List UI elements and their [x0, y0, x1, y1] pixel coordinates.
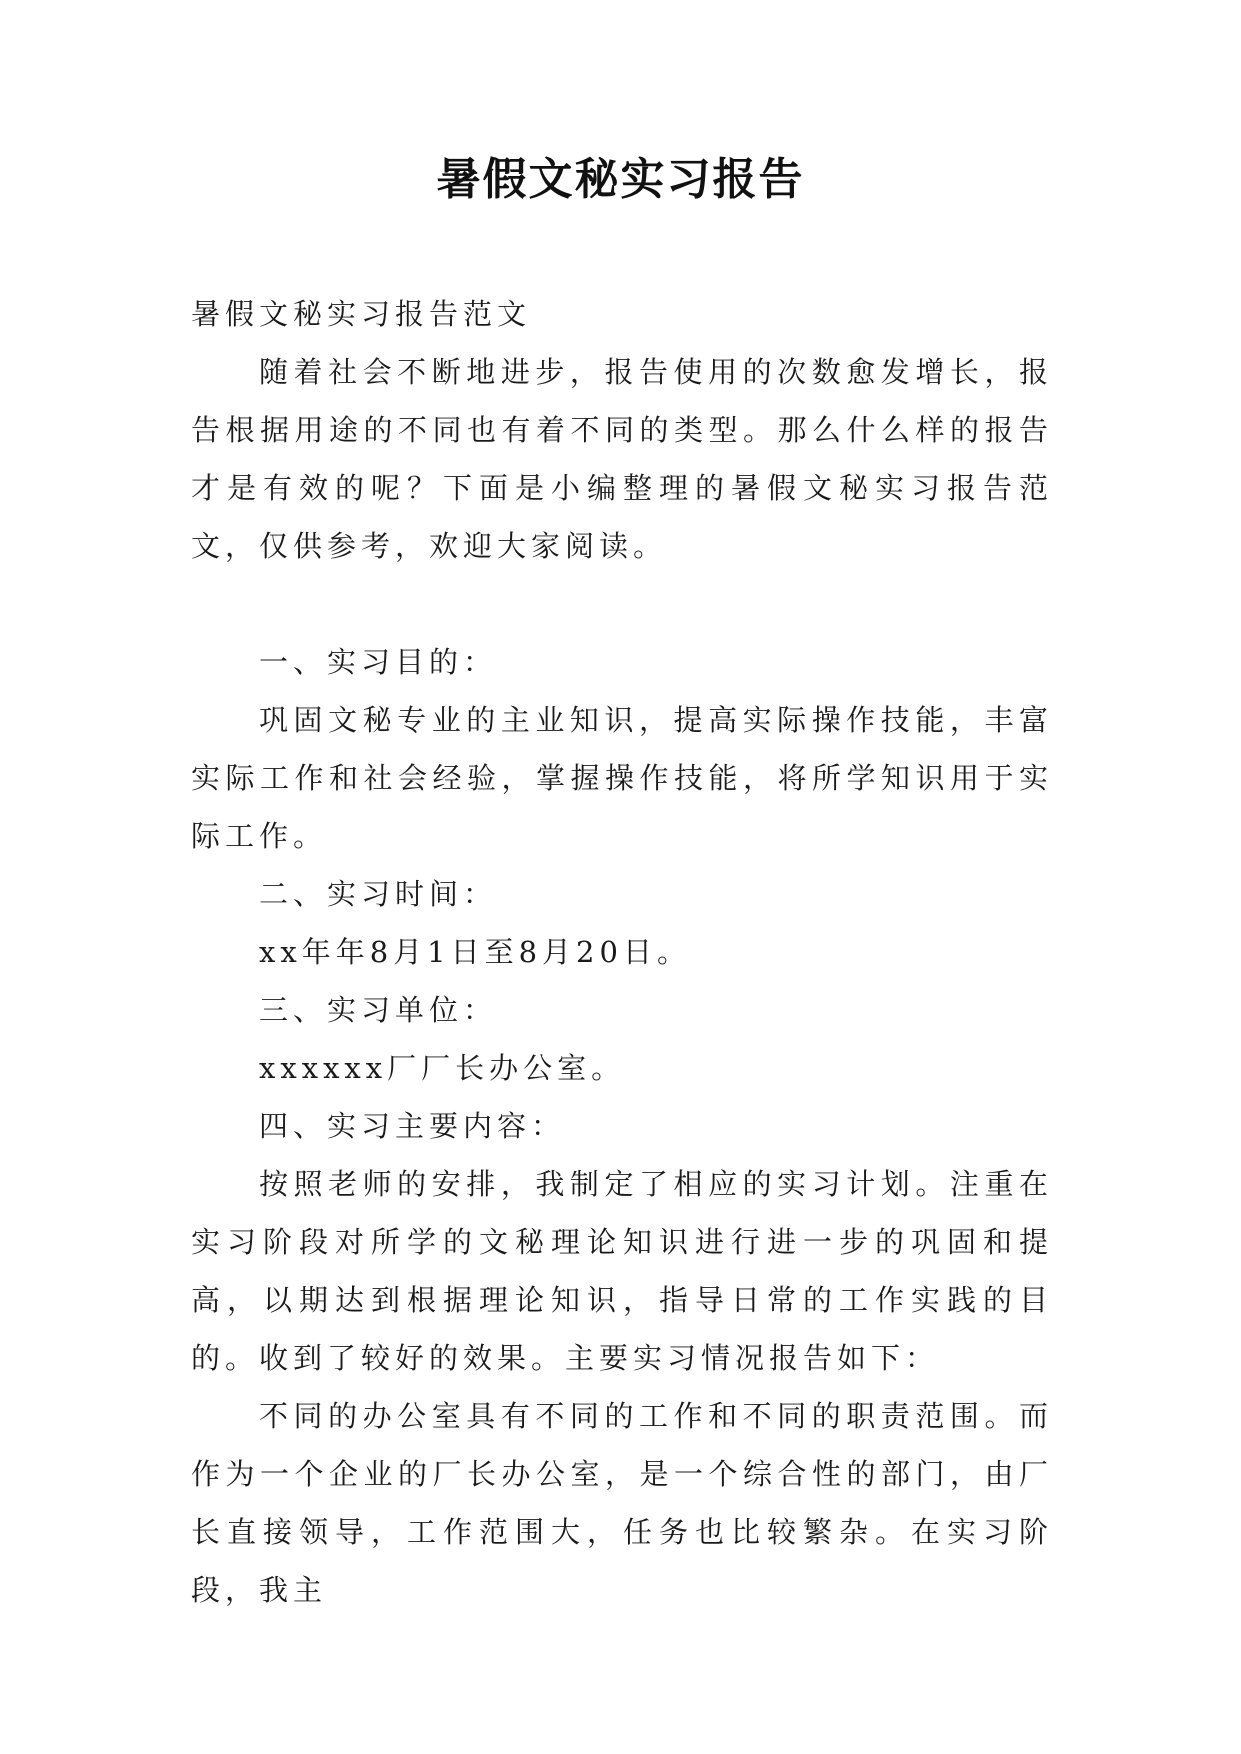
- section-content-paragraph-1: 按照老师的安排，我制定了相应的实习计划。注重在实习阶段对所学的文秘理论知识进行进一步的巩固和提高，以期达到根据理论知识，指导日常的工作实践的目的。收到了较好的效果。主要实习情况报告如下：: [191, 1167, 1053, 1375]
- paragraph-spacer: [191, 575, 1053, 633]
- section-heading-content: 四、实习主要内容：: [259, 1109, 566, 1143]
- document-subtitle: 暑假文秘实习报告范文: [191, 297, 532, 331]
- section-text-time: xx年年8月1日至8月20日。: [259, 935, 691, 969]
- intro-paragraph: 随着社会不断地进步，报告使用的次数愈发增长，报告根据用途的不同也有着不同的类型。那么什么样的报告才是有效的呢？下面是小编整理的暑假文秘实习报告范文，仅供参考，欢迎大家阅读。: [191, 355, 1053, 563]
- section-text-unit: xxxxxx厂厂长办公室。: [259, 1051, 626, 1085]
- section-heading-time: 二、实习时间：: [259, 877, 498, 911]
- section-content-paragraph-2: 不同的办公室具有不同的工作和不同的职责范围。而作为一个企业的厂长办公室，是一个综合性的部门，由厂长直接领导，工作范围大，任务也比较繁杂。在实习阶段，我主: [191, 1399, 1053, 1607]
- document-body: [191, 285, 1053, 1619]
- section-heading-purpose: 一、实习目的：: [259, 645, 498, 679]
- section-heading-unit: 三、实习单位：: [259, 993, 498, 1027]
- document-title: 暑假文秘实习报告: [436, 154, 805, 205]
- section-text-purpose: 巩固文秘专业的主业知识，提高实际操作技能，丰富实际工作和社会经验，掌握操作技能，将所学知识用于实际工作。: [191, 703, 1053, 853]
